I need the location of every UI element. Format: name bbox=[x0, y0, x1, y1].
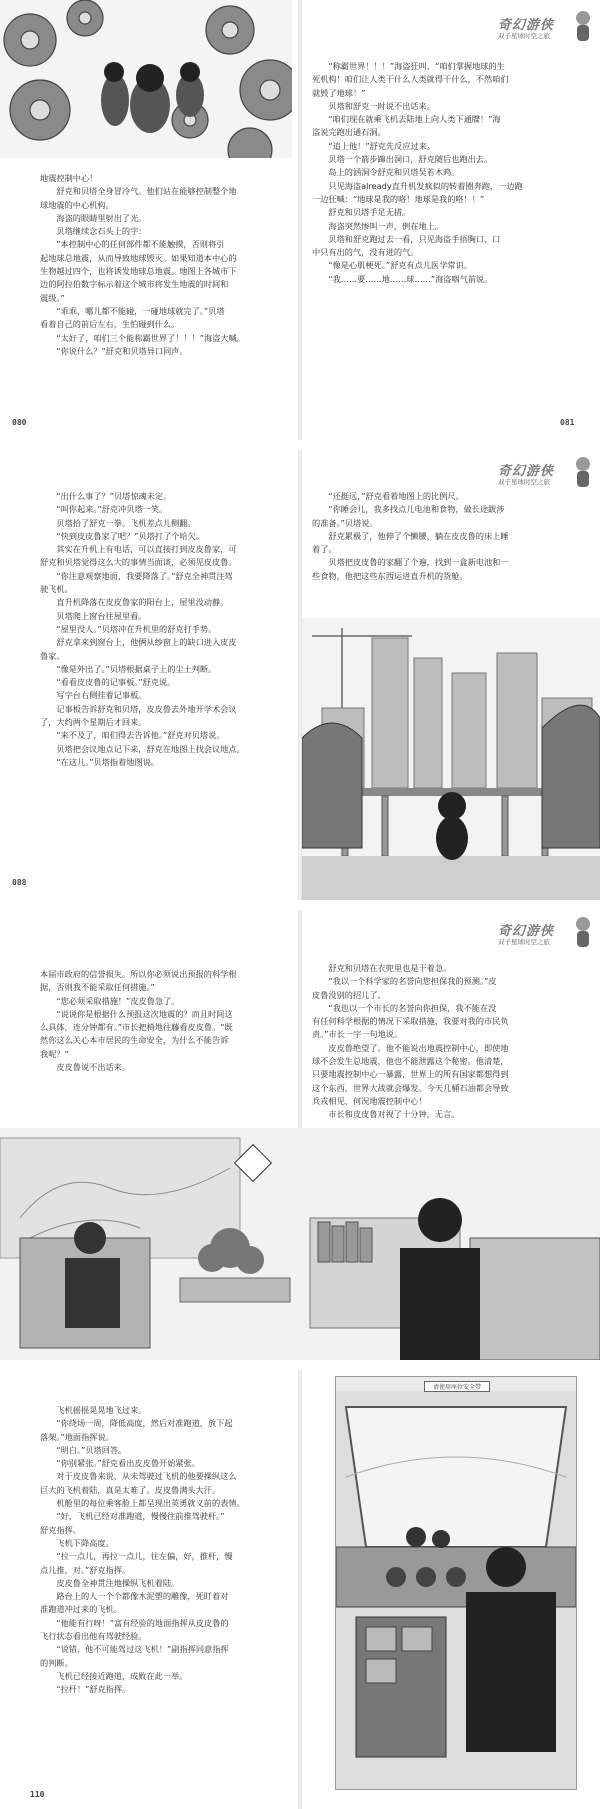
text-line: 飞机已经接近跑道，成败在此一举。 bbox=[40, 1670, 188, 1681]
text-line: 的判断。 bbox=[40, 1657, 73, 1668]
text-line: 只见海盗already直升机发疯似的转着圈奔跑，一边跑 bbox=[312, 180, 523, 191]
book-spread-2 bbox=[0, 450, 600, 900]
text-line: 贝塔把会议地点记下来，舒克在地图上找会议地点。 bbox=[40, 743, 245, 754]
text-line: 机舱里的每位乘客脸上都呈现出英勇就义前的表情。 bbox=[40, 1498, 245, 1509]
text-line: 其实在升机上有电话，可以直接打到皮皮鲁家，可 bbox=[40, 544, 237, 555]
page-081-text bbox=[312, 60, 567, 286]
text-line: “快到皮皮鲁家了吧？”贝塔打了个哈欠。 bbox=[40, 530, 205, 541]
text-line: “你睡会儿，我多找点儿电池和食物，做长途跋涉 bbox=[312, 504, 505, 515]
text-line: “追上他！”舒克先反应过来。 bbox=[312, 140, 436, 151]
text-line: “我……要……地……球……”海盗咽气前说。 bbox=[312, 273, 493, 284]
text-line: 岛上的涵洞令舒克和贝塔吴若木鸡。 bbox=[312, 167, 460, 178]
text-line: 市长和皮皮鲁对视了十分钟，无言。 bbox=[312, 1109, 460, 1120]
text-line: 舒克拿来到窗台上，他俩从纱窗上的缺口进入皮皮 bbox=[40, 637, 237, 648]
text-line: 飞机下降高度。 bbox=[40, 1537, 114, 1548]
text-line: “太好了，咱们三个能称霸世界了！！！”海盗大喊。 bbox=[40, 332, 245, 343]
text-line: 皮皮鲁全神贯注地操纵飞机着陆。 bbox=[40, 1577, 180, 1588]
book-spread-4 bbox=[0, 1370, 600, 1809]
page-gutter bbox=[298, 1370, 302, 1809]
text-line: “你注意观察地面，我要降落了。”舒克全神贯注驾 bbox=[40, 570, 233, 581]
text-line: “在这儿。”贝塔指着地图说。 bbox=[40, 756, 160, 767]
text-line: 看着自己的前后左右，生怕碰到什么。 bbox=[40, 319, 180, 330]
text-line: 皮皮鲁说不出话来。 bbox=[40, 1062, 131, 1073]
text-line: 海盗突然惨叫一声，倒在地上。 bbox=[312, 220, 444, 231]
text-line: “像是外出了。”贝塔根据桌子上的尘土判断。 bbox=[40, 663, 217, 674]
text-line: 贝塔和舒克一时说不出话来。 bbox=[312, 100, 435, 111]
text-line: 只要地震控制中心一暴露，世界上的所有国家都想得到 bbox=[312, 1069, 509, 1080]
text-line: “咱们现在就乘飞机去陆地上向人类下通牒！”海 bbox=[312, 114, 501, 125]
text-line: “看看皮皮鲁的记事板。”舒克说。 bbox=[40, 677, 176, 688]
series-subtitle: 双子星球时空之旅 bbox=[498, 478, 550, 486]
text-line: 巨大的飞机着陆，真是太难了。皮皮鲁满头大汗。 bbox=[40, 1484, 221, 1495]
series-subtitle: 双子星球时空之旅 bbox=[498, 938, 550, 946]
text-line: 震级。” bbox=[40, 292, 65, 303]
text-line: 边的阿拉伯数字标示着这个城市将发生地震的时间和 bbox=[40, 279, 229, 290]
text-line: 球地震的中心机构。 bbox=[40, 199, 114, 210]
text-line: “他能有行呀！”富有经验的地面指挥从皮皮鲁的 bbox=[40, 1617, 229, 1628]
page-right-text bbox=[312, 962, 567, 1122]
text-line: 鲁家。 bbox=[40, 650, 65, 661]
text-line: 舒克指挥。 bbox=[40, 1524, 81, 1535]
text-line: 舒克累极了，他伸了个懒腰，躺在皮皮鲁的床上睡 bbox=[312, 530, 509, 541]
mascot-icon bbox=[572, 916, 594, 950]
text-line: “像是心肌梗死。”舒克有点儿医学常识。 bbox=[312, 260, 472, 271]
page-088-text bbox=[40, 490, 292, 769]
text-line: 中只有出的气，没有进的气。 bbox=[312, 247, 419, 258]
series-logo bbox=[498, 14, 568, 40]
text-line: 生物越过四个，也将诱发地球总地震。地图上各城市下 bbox=[40, 266, 237, 277]
text-line: 舒克和贝塔全身冒冷气。他们站在能够控制整个地 bbox=[40, 186, 237, 197]
text-line: 海盗的眼睛里射出了光。 bbox=[40, 212, 147, 223]
text-line: 一边狂喊：“地球是我的咯！地球是我的咯！！” bbox=[312, 193, 485, 204]
page-left-text bbox=[40, 968, 292, 1074]
text-line: “你别紧张。”舒克看出皮皮鲁开始紧张。 bbox=[40, 1458, 200, 1469]
text-line: 么具体，连分钟都有。”市长把椅地往藤看皮皮鲁。“既 bbox=[40, 1022, 233, 1033]
text-line: 兵戎相见，何况地震控制中心！ bbox=[312, 1095, 427, 1106]
text-line: 记事板告诉舒克和贝塔，皮皮鲁去外地开学术会议 bbox=[40, 703, 237, 714]
text-line: “拉杆！”舒克指挥。 bbox=[40, 1684, 131, 1695]
text-line: 据，否则我不能采取任何措施。” bbox=[40, 982, 155, 993]
page-089-text bbox=[312, 490, 567, 583]
text-line: “你说什么？”舒克和贝塔异口同声。 bbox=[40, 345, 188, 356]
text-line: 贝塔把皮皮鲁的家翻了个遍，找到一盒新电池和一 bbox=[312, 557, 509, 568]
text-line: “屋里没人。”贝塔冲在升机里的舒克打手势。 bbox=[40, 623, 217, 634]
text-line: 这个东西，世界大战就会爆发。今天几桶石油都会导致 bbox=[312, 1082, 509, 1093]
text-line: 着了。 bbox=[312, 544, 337, 555]
text-line: 写字台右侧挂着记事板。 bbox=[40, 690, 147, 701]
mascot-icon bbox=[572, 456, 594, 490]
text-line: 对于皮皮鲁来说，从未驾驶过飞机的他要操纵这么 bbox=[40, 1471, 237, 1482]
page-number: 080 bbox=[12, 418, 27, 427]
text-line: 路台上的人一个个都像木泥塑的雕像，死盯着对 bbox=[40, 1591, 229, 1602]
text-line: “拉一点儿，再拉一点儿，往左偏，好，推杆，慢 bbox=[40, 1551, 233, 1562]
series-subtitle: 双子星球时空之旅 bbox=[498, 32, 550, 40]
text-line: 舒克和贝塔觉得这么大的事情当面谈，必须见皮皮鲁。 bbox=[40, 557, 237, 568]
illustration-city-balcony bbox=[302, 618, 600, 900]
page-080-text bbox=[40, 172, 290, 358]
text-line: 死机构！咱们让人类干什么人类就得干什么，不然咱们 bbox=[312, 74, 509, 85]
panel-sign: 请使用座位安全带 bbox=[424, 1381, 490, 1392]
text-line: 准跑道冲过来的飞机。 bbox=[40, 1604, 122, 1615]
text-line: 本届市政府的信誉损失。所以你必须说出预报的科学根 bbox=[40, 969, 237, 979]
text-line: 贝塔拾了舒克一拳。飞机差点儿侧翻。 bbox=[40, 517, 196, 528]
text-line: 舒克和贝塔在衣兜里也是干着急。 bbox=[312, 963, 452, 973]
text-line: 了，大约两个星期后才回来。 bbox=[40, 717, 147, 728]
text-line: 我呢？” bbox=[40, 1048, 69, 1059]
series-brand: 奇幻游侠 bbox=[498, 924, 555, 939]
text-line: “好，飞机已经对准跑道，慢慢往前推驾驶杆。” bbox=[40, 1511, 225, 1522]
series-brand: 奇幻游侠 bbox=[498, 464, 555, 479]
book-spread-1 bbox=[0, 0, 600, 440]
page-number: 088 bbox=[12, 878, 27, 887]
illustration-mayor-office bbox=[0, 1128, 600, 1360]
text-line: 盗说完跑出通石洞。 bbox=[312, 127, 386, 138]
series-logo bbox=[498, 920, 568, 946]
text-line: “乖乖，哪儿都不能碰，一碰地球就完了。”贝塔 bbox=[40, 305, 225, 316]
text-line: 直升机降落在皮皮鲁家的阳台上，屋里没动静。 bbox=[40, 597, 229, 608]
series-logo bbox=[498, 460, 568, 486]
text-line: 皮皮鲁绝望了。他不能说出地震控制中心，即使地 bbox=[312, 1042, 509, 1053]
text-line: 舒克和贝塔手足无措。 bbox=[312, 207, 411, 218]
mascot-icon bbox=[572, 10, 594, 44]
text-line: 贝塔和舒克跑过去一看，只见海盗手捂胸口，口 bbox=[312, 233, 501, 244]
illustration-cockpit bbox=[335, 1376, 577, 1790]
text-line: 飞机摇摇晃晃地飞过来。 bbox=[40, 1405, 147, 1415]
text-line: 些食物，他把这些东西运进直升机的货舱。 bbox=[312, 570, 468, 581]
text-line: 落架。”地面指挥说。 bbox=[40, 1431, 114, 1442]
text-line: 就毁了地球！” bbox=[312, 87, 366, 98]
text-line: 起地球总地震，从而导致地球毁灭。如果知道本中心的 bbox=[40, 252, 237, 263]
page-110-text bbox=[40, 1404, 292, 1697]
text-line: 地震控制中心！ bbox=[40, 173, 98, 183]
text-line: 点儿推，对。”舒克指挥。 bbox=[40, 1564, 131, 1575]
text-line: 球不会发生总地震，他也不能泄露这个秘密。他清楚， bbox=[312, 1056, 509, 1067]
text-line: 责。”市长一字一句地说。 bbox=[312, 1029, 403, 1040]
text-line: 皮鲁没别的招儿了。 bbox=[312, 989, 386, 1000]
text-line: 贝塔一个箭步蹿出洞口，舒克随后也跑出去。 bbox=[312, 154, 493, 165]
text-line: “明白。”贝塔回答。 bbox=[40, 1444, 127, 1455]
text-line: “你绕场一周，降低高度，然后对准跑道，放下起 bbox=[40, 1418, 233, 1429]
text-line: 驶飞机。 bbox=[40, 584, 73, 595]
text-line: 飞行状态看出他有驾驶经验。 bbox=[40, 1631, 147, 1642]
illustration-gears-robots bbox=[0, 0, 292, 158]
text-line: “出什么事了？”贝塔惊魂未定。 bbox=[40, 491, 172, 501]
text-line: “叫你起来。”舒克冲贝塔一笑。 bbox=[40, 504, 168, 515]
text-line: 有任何科学根据的情况下采取措施，我要对我的市民负 bbox=[312, 1016, 509, 1027]
series-brand: 奇幻游侠 bbox=[498, 18, 555, 33]
text-line: “说说你是根据什么预报这次地震的？而且时间这 bbox=[40, 1008, 233, 1019]
text-line: 的准备。”贝塔说。 bbox=[312, 517, 378, 528]
book-spread-3 bbox=[0, 910, 600, 1360]
text-line: “称霸世界！！！”海盗狂叫，“咱们掌握地球的生 bbox=[312, 61, 505, 71]
text-line: “我以一个科学家的名誉向您担保我的预测。”皮 bbox=[312, 976, 497, 987]
text-line: “还挺远，”舒克看着地图上的比例尺。 bbox=[312, 491, 464, 501]
text-line: 贝塔继续念石头上的字： bbox=[40, 226, 147, 237]
text-line: “来不及了，咱们得去告诉他。”舒克对贝塔说。 bbox=[40, 730, 225, 741]
text-line: 贝塔爬上窗台往屋里看。 bbox=[40, 610, 147, 621]
page-number: 081 bbox=[560, 418, 575, 427]
page-gutter bbox=[298, 0, 302, 440]
text-line: 然你这么关心本市居民的生命安全，为什么不能告诉 bbox=[40, 1035, 229, 1046]
text-line: “说错，他不可能驾过这飞机！”副指挥同意指挥 bbox=[40, 1644, 229, 1655]
page-number: 110 bbox=[30, 1790, 45, 1799]
text-line: “本控制中心的任何部件都不能触摸，否则将引 bbox=[40, 239, 225, 250]
text-line: “我也以一个市长的名誉向你担保，我不能在没 bbox=[312, 1002, 497, 1013]
text-line: “您必须采取措施！”皮皮鲁急了。 bbox=[40, 995, 180, 1006]
